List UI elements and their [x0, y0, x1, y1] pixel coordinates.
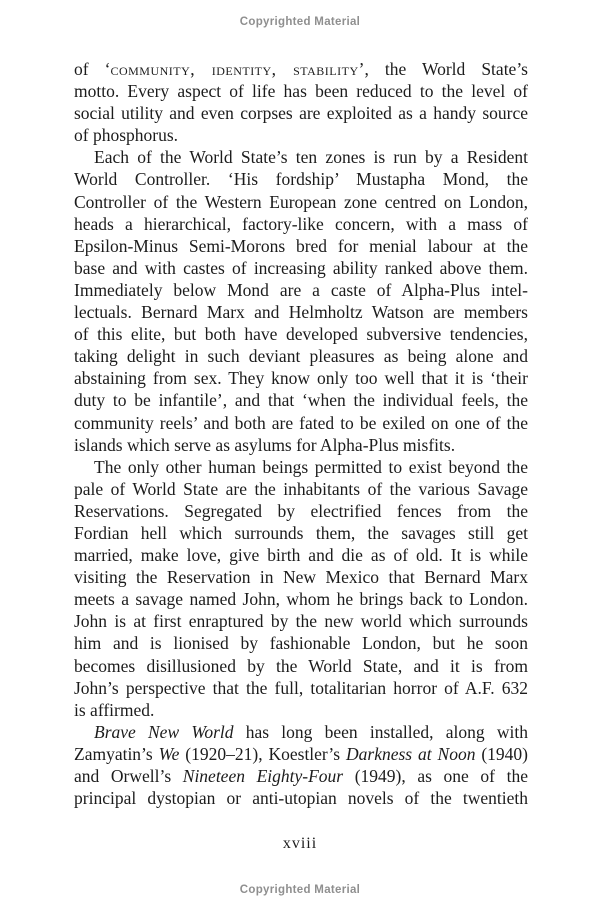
italic-title-text: Nineteen Eighty-Four: [182, 766, 344, 786]
italic-title-text: Brave New World: [94, 721, 234, 742]
body-text-segment: of this elite, but both have developed subversive tendencies,: [74, 324, 528, 345]
text-line: [74, 500, 528, 522]
text-line: [74, 632, 528, 654]
page-number: xviii: [282, 835, 318, 852]
text-line: [74, 213, 528, 235]
text-line: [74, 257, 528, 279]
text-line: [74, 412, 528, 434]
text-line: [74, 345, 528, 367]
body-text-segment: Zamyatin’s: [74, 743, 159, 764]
text-line: [74, 235, 528, 257]
text-line: [74, 478, 528, 500]
text-line: [74, 80, 528, 102]
body-text-segment: pale of World State are the inhabitants of the various Savage: [74, 478, 528, 499]
body-text-segment: and Orwell’s: [74, 766, 183, 786]
body-text-segment: principal dystopian or anti-utopian novels of the twentieth: [74, 788, 528, 809]
body-text-segment: Immediately below Mond are a caste of Alpha-Plus intel-: [74, 279, 528, 300]
body-text-segment: becomes disillusioned by the World State, and it is from: [74, 655, 528, 676]
body-text-segment: motto. Every aspect of life has been reduced to the level of: [74, 81, 528, 102]
body-text-segment: Controller of the Western European zone centred on London,: [74, 191, 528, 212]
body-text-segment: is affirmed.: [74, 699, 155, 720]
body-text-segment: ’, the World State’s: [358, 59, 528, 79]
text-line: [74, 677, 528, 699]
text-line: [74, 434, 528, 456]
italic-title-text: Darkness at Noon: [346, 743, 476, 764]
text-line: [74, 168, 528, 190]
text-line: [74, 655, 528, 677]
small-caps-text: community, identity, stability: [110, 59, 359, 79]
text-line: [74, 765, 528, 787]
body-text-segment: community reels’ and both are fated to be exiled on one of the: [74, 412, 528, 433]
body-text-segment: World Controller. ‘His fordship’ Mustapha Mond, the: [74, 169, 528, 190]
text-line: [74, 301, 528, 323]
text-line: [74, 58, 528, 80]
text-line: [74, 146, 528, 168]
body-text-segment: visiting the Reservation in New Mexico that Bernard Marx: [74, 567, 528, 588]
body-text: [74, 58, 528, 809]
body-text-segment: heads a hierarchical, factory-like concern, with a mass of: [74, 213, 528, 234]
body-text-segment: him and is lionised by fashionable London, but he soon: [74, 633, 528, 654]
text-line: [74, 456, 528, 478]
body-text-segment: taking delight in such deviant pleasures as being alone and: [74, 346, 528, 367]
text-line: [74, 367, 528, 389]
body-text-segment: has long been installed, along with: [233, 721, 528, 742]
body-text-segment: John’s perspective that the full, totalitarian horror of A.F. 632: [74, 677, 528, 698]
text-line: [74, 721, 528, 743]
text-line: [74, 566, 528, 588]
text-line: [74, 522, 528, 544]
body-text-segment: The only other human beings permitted to exist beyond the: [94, 456, 528, 477]
body-text-segment: Reservations. Segregated by electrified fences from the: [74, 500, 528, 521]
text-line: [74, 743, 528, 765]
copyright-watermark-top: Copyrighted Material: [239, 16, 361, 28]
text-line: [74, 279, 528, 301]
text-line: [74, 102, 528, 124]
body-text-segment: duty to be infantile’, and that ‘when the individual feels, the: [74, 390, 528, 411]
italic-title-text: We: [158, 743, 180, 764]
text-line: [74, 544, 528, 566]
text-line: [74, 124, 528, 146]
body-text-segment: lectuals. Bernard Marx and Helmholtz Watson are members: [74, 302, 528, 323]
body-text-segment: (1920–21), Koestler’s: [179, 743, 346, 764]
body-text-segment: Each of the World State’s ten zones is run by a Resident: [94, 147, 528, 168]
text-line: [74, 588, 528, 610]
body-text-segment: (1940): [475, 743, 529, 764]
text-line: [74, 610, 528, 632]
copyright-watermark-bottom: Copyrighted Material: [239, 884, 361, 896]
text-line: [74, 699, 528, 721]
body-text-segment: social utility and even corpses are exploited as a handy source: [74, 103, 528, 124]
body-text-segment: (1949), as one of the: [343, 766, 528, 786]
body-text-segment: of phosphorus.: [74, 125, 179, 146]
body-text-segment: base and with castes of increasing ability ranked above them.: [74, 257, 528, 278]
text-line: [74, 787, 528, 809]
text-line: [74, 323, 528, 345]
body-text-segment: islands which serve as asylums for Alpha-Plus misfits.: [74, 434, 456, 455]
body-text-segment: abstaining from sex. They know only too well that it is ‘their: [74, 368, 528, 389]
text-line: [74, 191, 528, 213]
body-text-segment: John is at first enraptured by the new world which surrounds: [74, 611, 528, 632]
body-text-segment: Fordian hell which surrounds them, the savages still get: [74, 522, 528, 543]
text-line: [74, 389, 528, 411]
body-text-segment: married, make love, give birth and die as of old. It is while: [74, 545, 528, 566]
body-text-segment: Epsilon-Minus Semi-Morons bred for menial labour at the: [74, 235, 528, 256]
body-text-segment: of ‘: [74, 59, 111, 79]
body-text-segment: meets a savage named John, whom he brings back to London.: [74, 589, 528, 610]
